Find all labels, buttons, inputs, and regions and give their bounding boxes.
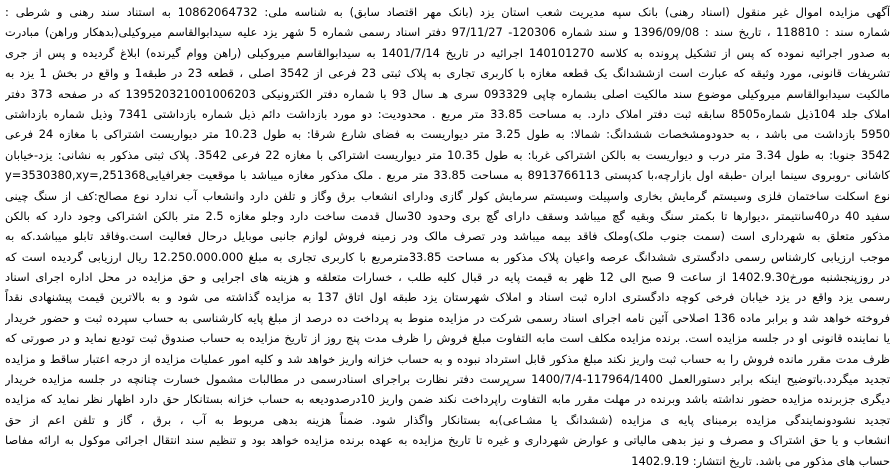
notice-line-22: انشعاب و یا حق اشتراک و مصرف و نیز بدهی مالیاتی و عوارض شهرداری و غیره تا تاریخ مزایده به عهده برنده مزایده خواهد بود و تنظیم سند انتقال اجرائی موکول به ارائه مفاصا: [5, 433, 890, 448]
notice-line-12: مذکور متعلق به شهرداری است (سمت جنوب ملک)وملک فاقد بیمه میباشد ودر تصرف مالک ودر زمینه فروش لوازم جانبی موبایل درحال فعالیت است.وفاقد تابلو میباشد.که به: [5, 229, 890, 244]
notice-line-4: تشریفات قانونی، مورد وثیقه که عبارت است ازششدانگ یک قطعه مغازه با کاربری تجاری به پلاک ثبتی 23 فرعی از 3542 اصلی ، قطعه 23 در طبقه1 و واقع در بخش 1 یزد به: [5, 66, 890, 81]
notice-line-13: موجب ارزیابی کارشناس رسمی دادگستری ششدانگ عرصه واعیان پلاک مذکور به مساحت 33.85مترمربع با کاربری تجاری به مبلغ 12.250.000.000 ریال ارزیابی گردیده است که: [5, 249, 890, 264]
notice-line-5: مالکیت سیدابوالقاسم میروکیلی موضوع سند مالکیت اصلی بشماره چاپی 093329 سری هـ سال 93 با شماره دفتر الکترونیکی 139520321001006203 که در صفحه 373 دفتر: [5, 86, 890, 101]
notice-line-15: رسمی یزد واقع در یزد خیابان فرخی کوچه دادگستری اداره ثبت اسناد و املاک شهرستان یزد طبقه اول اتاق 137 به مزایده گذاشته می شود و به بالاترین قیمت پیشنهادی نقداً: [5, 290, 890, 305]
notice-line-14: در روزپنجشنبه مورخ1402.9.30 از ساعت 9 صبح الی 12 ظهر به قیمت پایه در قبال کلیه طلب ، خسارات متعلقه و هزینه های اجرایی و حق مزایده در محل اداره اجرای اسناد: [5, 270, 890, 285]
notice-line-6: املاک جلد 104ذیل شماره8505 سابقه ثبت دفتر املاک دارد. به مساحت 33.85 متر مربع . محدودیت: دو مورد بازداشت دائم ذیل شماره بازداشتی 7341 وذیل شماره بازداشتی: [5, 106, 890, 121]
notice-line-17: یا نماینده قانونی او در جلسه مزایده است. برنده مزایده مکلف است مابه التفاوت مبلغ فروش را ظرف مدت پنج روز از تاریخ مزایده به حساب صندوق ثبت تودیع نماید و در صورتی که: [5, 331, 890, 346]
notice-line-8: 3542 جنوبا: به طول 3.34 متر درب و دیواریست به بالکن اشتراکی غربا: به طول 10.35 متر دیواریست اشتراکی با مغازه 22 فرعی 3542. پلاک ثبتی مذکور به نشانی: یزد-خیابان: [5, 147, 890, 162]
notice-line-10: نوع اسکلت ساختمان فلزی وسیستم گرمایش بخاری واسپیلت وسیستم سرمایش کولر گازی ودارای انشعاب برق وگاز و تلفن دارد وانشعاب آب ندارد نوع مصالح:کف از سنگ چینی: [5, 188, 890, 203]
notice-line-19: تجدید میگردد.باتوضیح اینکه برابر دستورالعمل 117964/1400-1400/7/4 سرپرست دفتر نظارت براجرای اسنادرسمی در مطالبات مشمول خسارت چنانچه در جلسه مزایده خریدار: [5, 372, 890, 387]
notice-line-16: فروخته خواهد شد و برابر ماده 136 اصلاحی آئین نامه اجرای اسناد رسمی شرکت در مزایده منوط به پرداخت ده درصد از مبلغ پایه کارشناسی به حساب سپرده ثبت و حضور خریدار: [5, 310, 890, 325]
notice-line-2: شماره سند : 118810 ، تاریخ سند : 1396/09/08 و سند شماره 120306- 97/11/27 دفتر اسناد رسمی شماره 5 شهر یزد علیه سیدابوالقاسم میروکیلی(بدهکار وراهن) مبادرت: [5, 25, 890, 40]
notice-line-18: ظرف مدت مقرر مانده فروش را به حساب ثبت واریز نکند مبلغ مذکور قابل استرداد نبوده و به حساب خزانه واریز خواهد شد و کلیه امور عملیات مزایده از درجه اعتبار ساقط و مزایده: [5, 351, 890, 366]
notice-line-3: به صدور اجرائیه نموده که پس از تشکیل پرونده به کلاسه 140101270 اجرائیه در تاریخ 1401/7/14 به سیدابوالقاسم میروکیلی (راهن ووام گیرنده) ابلاغ گردیده و پس از جری: [5, 45, 890, 60]
notice-line-9: کاشانی -روبروی سینما ایران -طبقه اول بازارچه،با کدپستی 8913766113 به مساحت 33.85 متر مربع . ملک مذکور مغازه میباشد با موقعیت جغرافیایی251368,=y=3530380,xy: [5, 168, 890, 183]
notice-line-1: آگهی مزایده اموال غیر منقول (اسناد رهنی) بانک سپه مدیریت شعب استان یزد (بانک مهر اقتصاد سابق) به شناسه ملی: 10862064732 به استناد سند رهنی و شرطی :: [5, 5, 890, 19]
notice-line-7: 5950 بازداشت می باشد ، به حدودومشخصات ششدانگ: شمالا: به طول 3.25 متر دیواریست به فضای شارع شرقا: به طول 10.23 متر دیواریست اشتراکی با مغازه 24 فرعی: [5, 127, 890, 142]
notice-line-23: حساب های مذکور می باشد. تاریخ انتشار: 1402.9.19: [631, 453, 890, 468]
notice-line-20: دیگری جزبرنده مزایده حضور نداشته باشد وبرنده در مهلت مقرر مابه التفاوت راپرداخت نکند ضمن واریز 10درصدودیعه به حساب خزانه بستانکار حق دارد اظهار نظر نماید که مزایده: [5, 392, 890, 407]
notice-line-11: سفید 40 در40سانتیمتر ،دیوارها تا بکمتر سنگ وبقیه گچ میباشد وسقف دارای گچ بری وحدود 30سال قدمت ساخت دارد وجلو مغازه 2.5 متر بالکن اشتراکی وجود دارد که بالکن: [5, 208, 890, 223]
notice-line-21: تجدید نشودونمایندگی مزایده برمبنای پایه ی مزایده (ششدانگ یا مشـاعی)به بستانکار واگذار شود. ضمناً هزینه بدهی مربوط به آب ، برق ، گاز و تلفن اعم از حق: [5, 412, 890, 427]
